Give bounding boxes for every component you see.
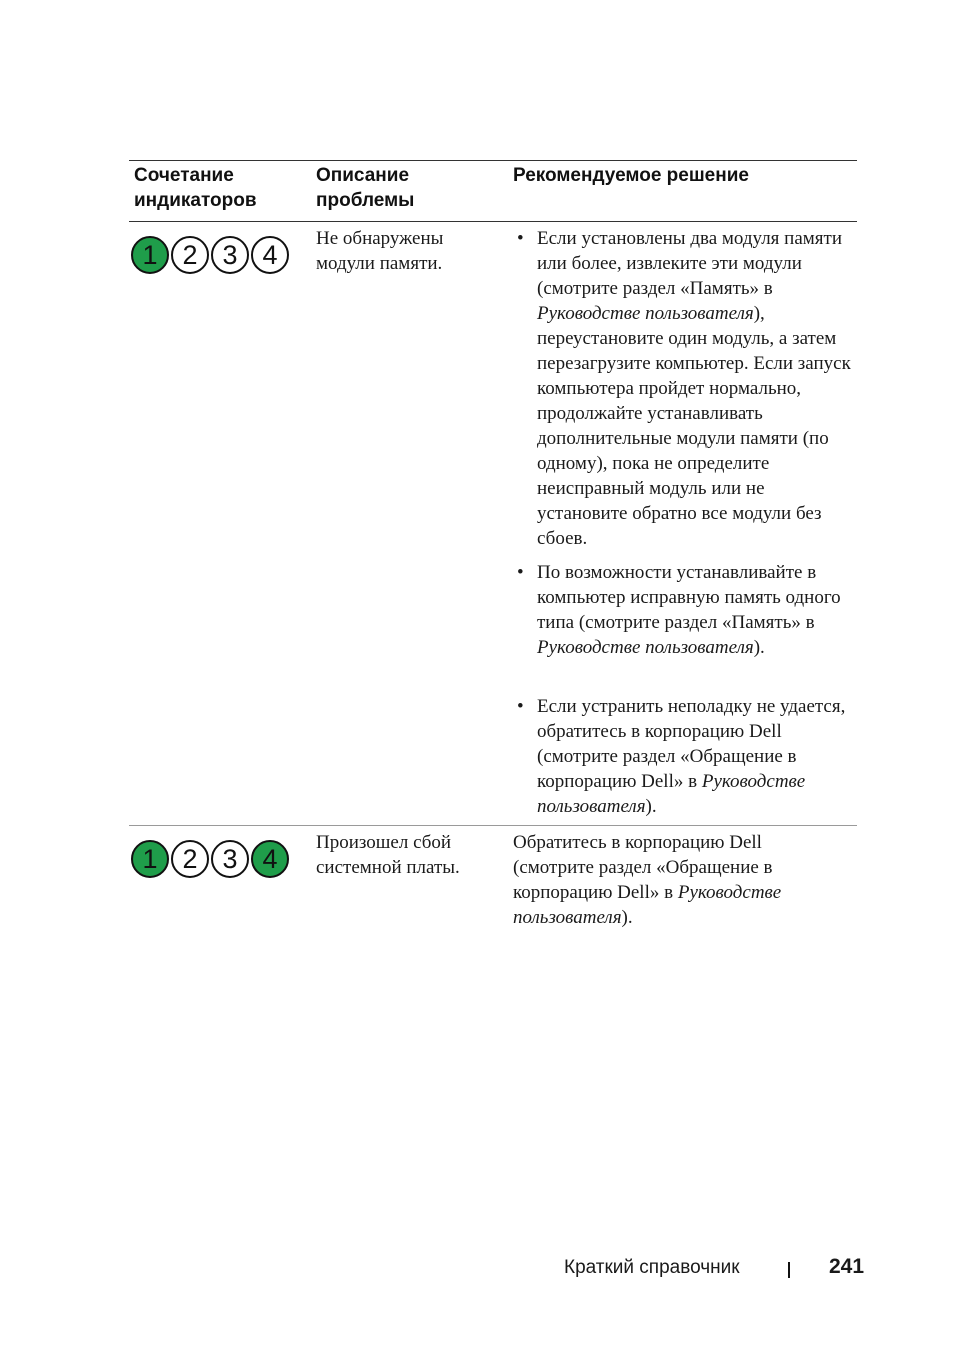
header-description-line1: Описание [316,165,410,186]
bullet-text-part: Если установлены два модуля памяти или более, извлеките эти модули (смотрите раздел «Память» в [537,228,843,299]
indicator-light-2: 2 [171,840,209,878]
bullet-marker: • [517,562,524,583]
problem-description: Произошел сбой системной платы. [316,832,460,878]
indicator-light-3: 3 [211,236,249,274]
bullet-text-part: По возможности устанавливайте в компьютер исправную память одного типа (смотрите раздел «Память» в [537,562,841,633]
page-number: 241 [829,1255,865,1278]
manual-reference: Руководстве пользователя [513,882,782,928]
indicator-light-4: 4 [251,840,289,878]
solution-text-part: Обратитесь в корпорацию Dell (смотрите раздел «Обращение в корпорацию Dell» в [513,832,773,903]
header-combo-line1: Сочетание [134,165,234,186]
footer-section-title: Краткий справочник [564,1257,740,1278]
bullet-marker: • [517,696,524,717]
indicator-light-4: 4 [251,236,289,274]
indicator-light-2: 2 [171,236,209,274]
header-combo [134,163,257,213]
bullet-text-part: ). [753,637,765,658]
header-combo-line2: индикаторов [134,190,257,211]
table-top-rule [129,160,857,161]
bullet-marker: • [517,228,524,249]
header-solution: Рекомендуемое решение [513,165,749,186]
bullet-text-part: ), переустановите один модуль, а затем перезагрузите компьютер. Если запуск компьютера пройдет нормально, продолжайте устанавливать дополнительные модули памяти (по одному), пока не определите неисправный модуль или не установите обратно все модули без сбоев. [537,303,851,549]
footer-separator [788,1262,790,1278]
problem-description: Не обнаружены модули памяти. [316,228,444,274]
bullet-text [537,560,855,660]
header-description-line2: проблемы [316,190,415,211]
indicator-light-3: 3 [211,840,249,878]
manual-reference: Руководстве пользователя [537,637,754,658]
manual-reference: Руководстве пользователя [537,771,806,817]
indicator-light-1: 1 [131,840,169,878]
indicator-light-1: 1 [131,236,169,274]
header-description [316,163,414,213]
bullet-text [537,226,855,551]
table-row-rule [129,825,857,826]
bullet-text-part: Если устранить неполадку не удается, обратитесь в корпорацию Dell (смотрите раздел «Обращение в корпорацию Dell» в [537,696,846,792]
solution-text [513,830,831,930]
bullet-text [537,694,855,819]
bullet-text-part: ). [645,796,657,817]
indicator-lights-row2 [131,840,296,880]
table-header-rule [129,221,857,222]
indicator-lights-row1 [131,236,296,276]
solution-text-part: ). [621,907,633,928]
manual-reference: Руководстве пользователя [537,303,754,324]
